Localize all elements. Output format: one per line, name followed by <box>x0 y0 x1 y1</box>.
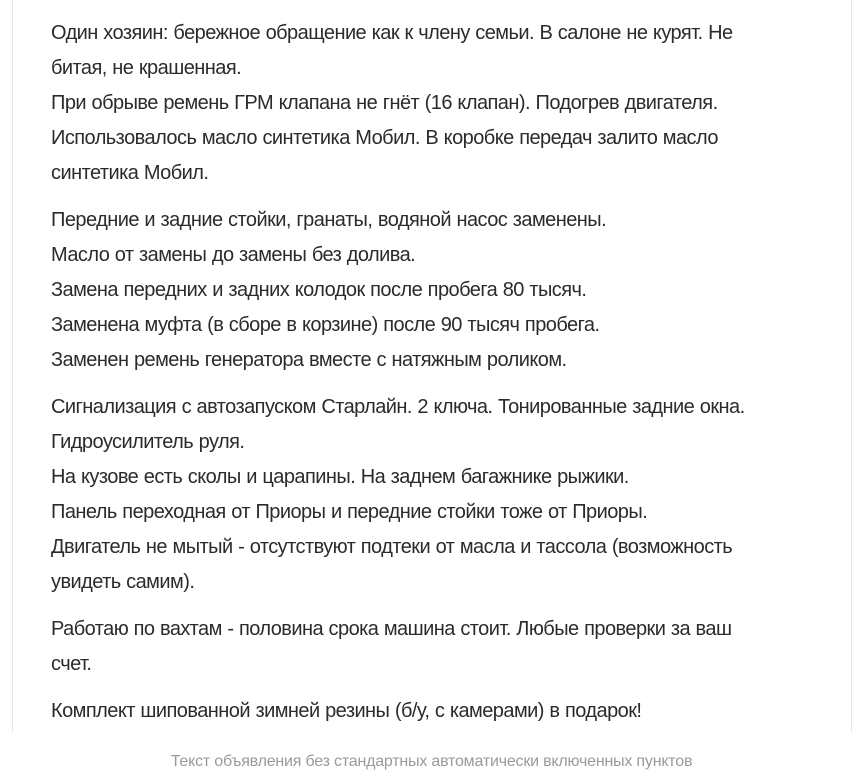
text-line: Один хозяин: бережное обращение как к члену семьи. В салоне не курят. Не <box>51 22 733 44</box>
text-line: Передние и задние стойки, гранаты, водяной насос заменены. <box>51 209 607 231</box>
text-line: Замена передних и задних колодок после пробега 80 тысяч. <box>51 279 587 301</box>
text-line: Масло от замены до замены без долива. <box>51 244 416 266</box>
text-line: Работаю по вахтам - половина срока машина стоит. Любые проверки за ваш <box>51 618 732 640</box>
text-line: Двигатель не мытый - отсутствуют подтеки от масла и тассола (возможность <box>51 536 733 558</box>
text-line: Комплект шипованной зимней резины (б/у, с камерами) в подарок! <box>51 700 642 722</box>
paragraph-gift <box>51 694 855 729</box>
paragraph-inspection <box>51 612 855 682</box>
paragraph-ownership <box>51 16 855 191</box>
image-caption: Текст объявления без стандартных автоматически включенных пунктов <box>170 753 693 770</box>
text-line: На кузове есть сколы и царапины. На заднем багажнике рыжики. <box>51 466 629 488</box>
text-line: Сигнализация с автозапуском Старлайн. 2 ключа. Тонированные задние окна. <box>51 396 745 418</box>
text-line: Панель переходная от Приоры и передние стойки тоже от Приоры. <box>51 501 648 523</box>
paragraph-equipment <box>51 390 855 600</box>
listing-text <box>51 16 855 741</box>
text-line: увидеть самим). <box>51 571 195 593</box>
text-line: Заменена муфта (в сборе в корзине) после 90 тысяч пробега. <box>51 314 600 336</box>
text-line: счет. <box>51 653 92 675</box>
paragraph-repairs <box>51 203 855 378</box>
text-line: Заменен ремень генератора вместе с натяжным роликом. <box>51 349 567 371</box>
text-line: При обрыве ремень ГРМ клапана не гнёт (16 клапан). Подогрев двигателя. <box>51 92 718 114</box>
text-line: Использовалось масло синтетика Мобил. В коробке передач залито масло <box>51 127 718 149</box>
text-line: синтетика Мобил. <box>51 162 209 184</box>
text-line: битая, не крашенная. <box>51 57 242 79</box>
listing-frame <box>12 0 852 732</box>
text-line: Гидроусилитель руля. <box>51 431 245 453</box>
